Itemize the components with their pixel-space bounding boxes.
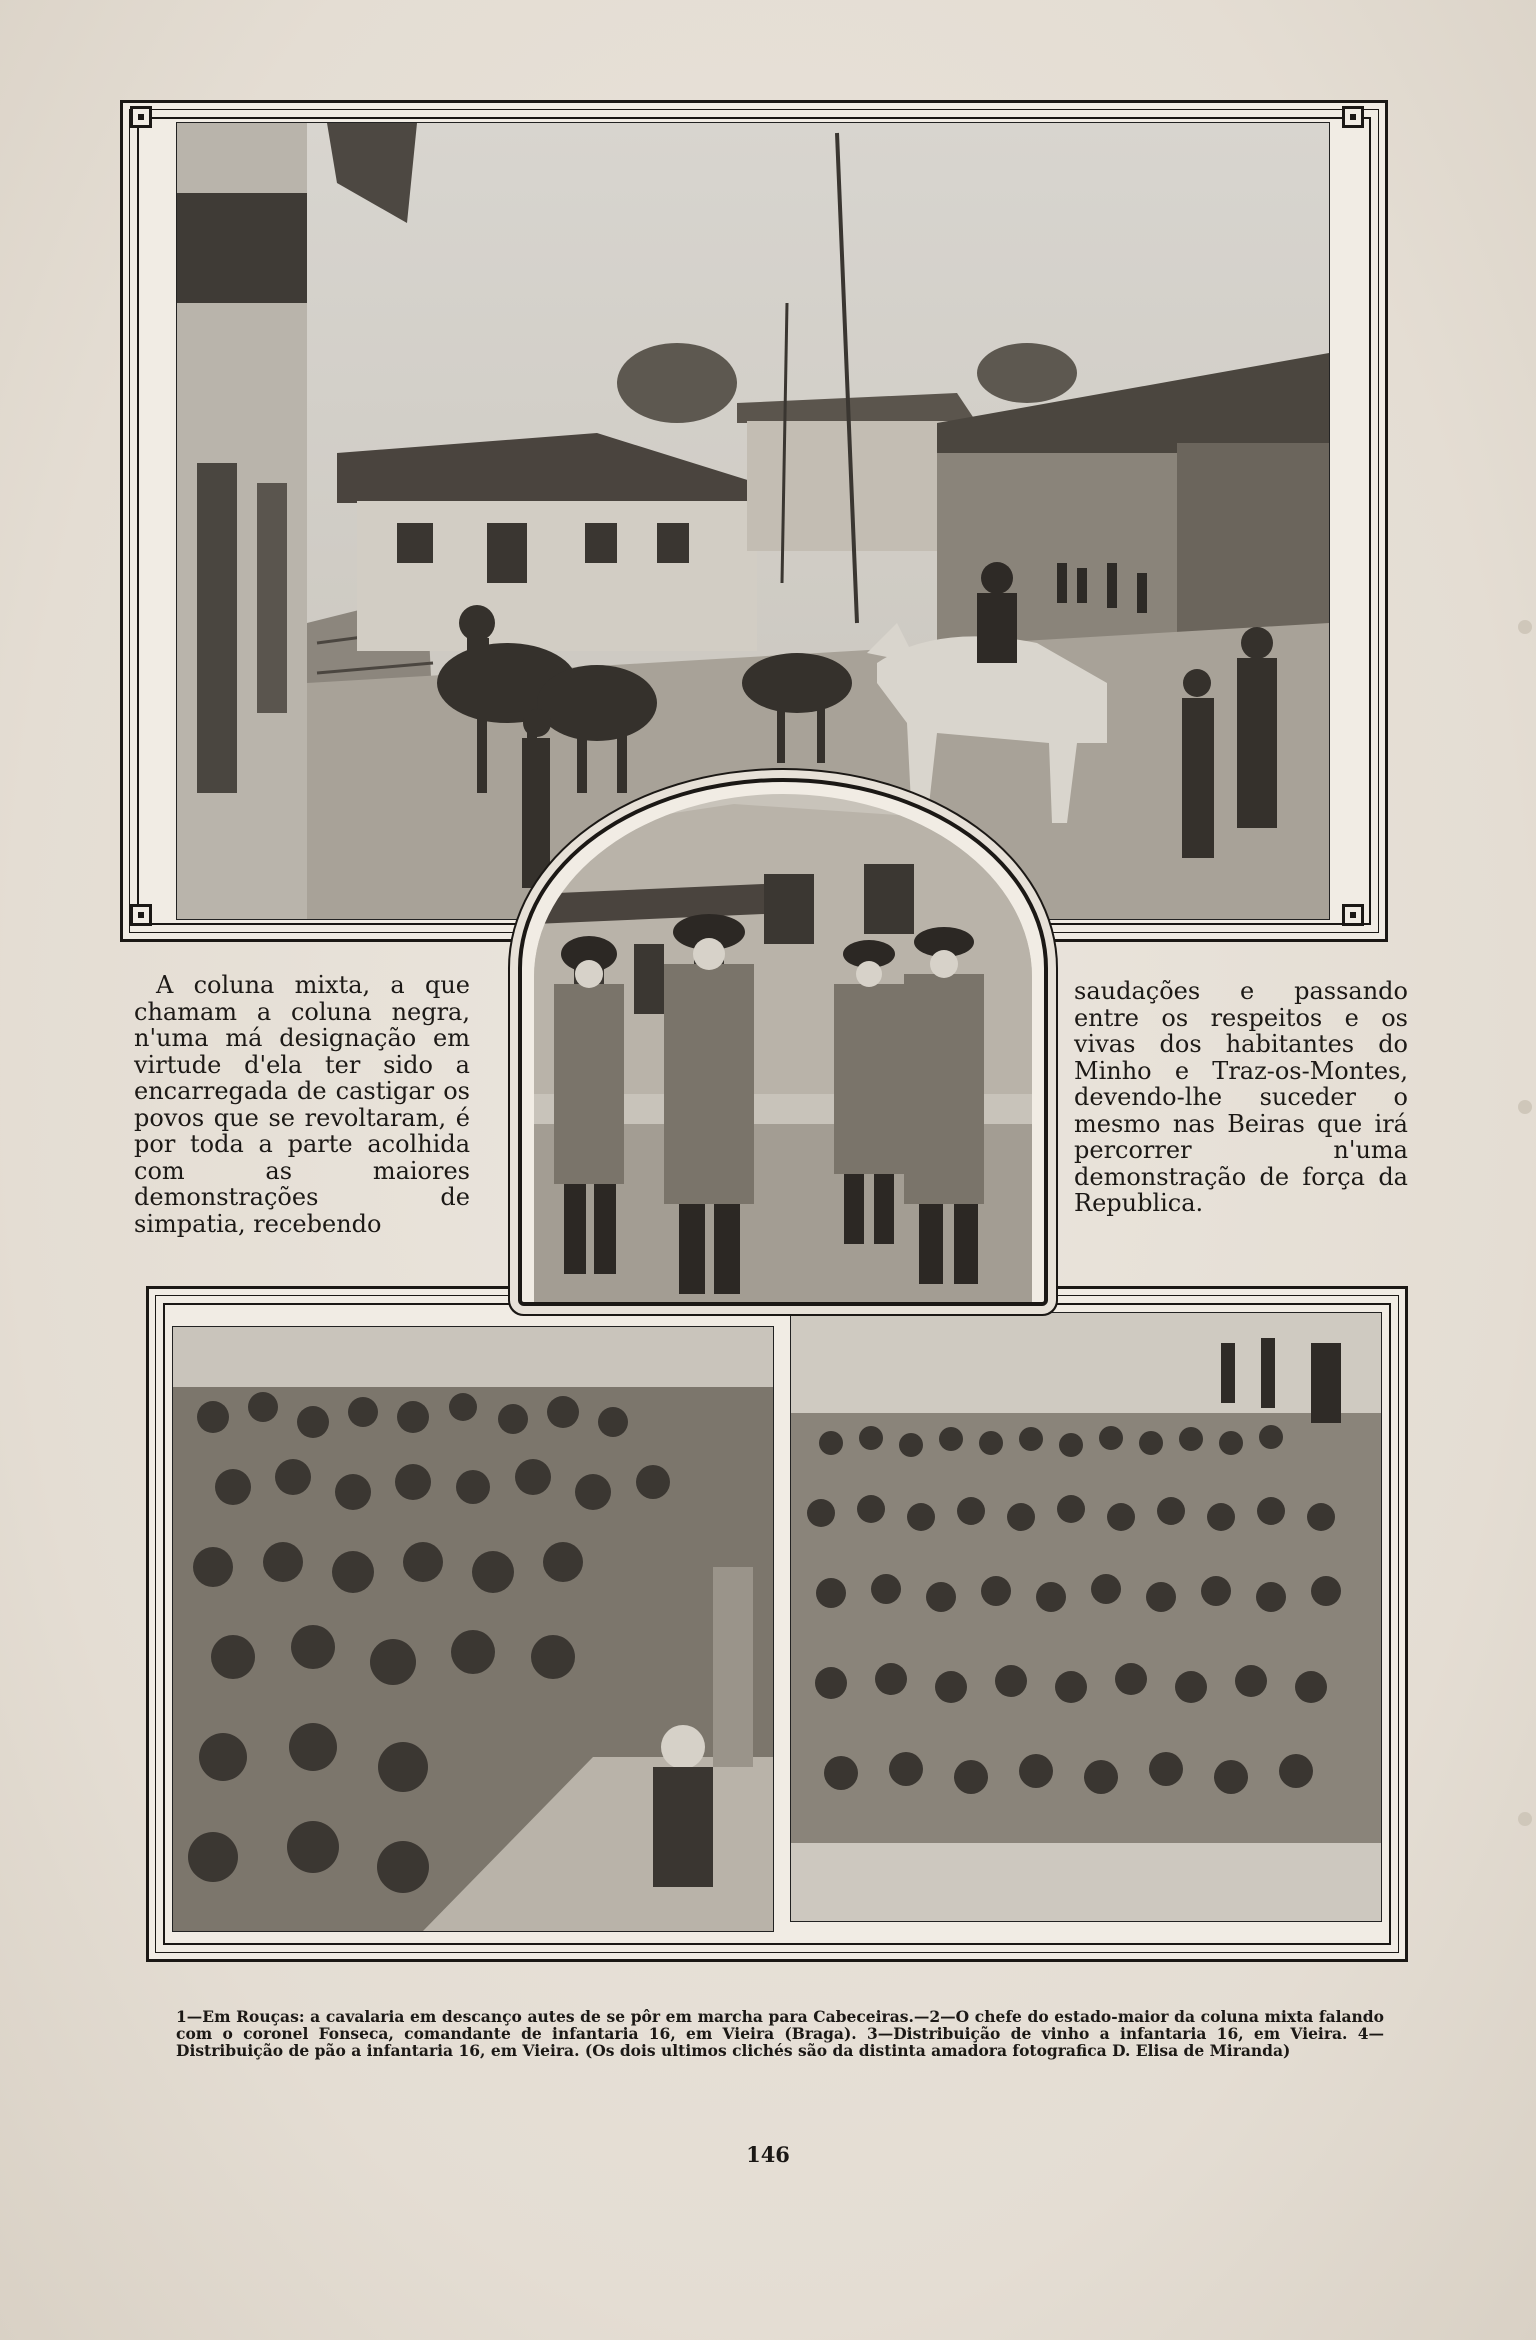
right-text-column bbox=[1074, 978, 1408, 1217]
photo-bread-distribution bbox=[790, 1312, 1382, 1922]
left-text-column bbox=[134, 972, 470, 1237]
frame-corner bbox=[1342, 106, 1364, 128]
left-paragraph: A coluna mixta, a que chamam a coluna negra, n'uma má designação em virtude d'ela ter sido a encarregada de castigar os povos que se revoltaram, é por toda a parte acolhida com as maiores demonstrações de simpatia, recebendo bbox=[134, 971, 470, 1238]
right-paragraph: saudações e passando entre os respeitos e os vivas dos habitantes do Minho e Traz-os-Montes, devendo-lhe suceder o mesmo nas Beiras que irá percorrer n'uma demonstração de força da Republica. bbox=[1074, 977, 1408, 1217]
frame-corner bbox=[130, 106, 152, 128]
binding-hole bbox=[1518, 620, 1532, 634]
frame-corner bbox=[130, 904, 152, 926]
photo-caption: 1—Em Rouças: a cavalaria em descanço autes de se pôr em marcha para Cabeceiras.—2—O chefe do estado-maior da coluna mixta falando com o coronel Fonseca, comandante de infantaria 16, em Vieira (Braga). 3—Distribuição de vinho a infantaria 16, em Vieira. 4—Distribuição de pão a infantaria 16, em Vieira. (Os dois ultimos clichés são da distinta amadora fotografica D. Elisa de Miranda) bbox=[176, 2007, 1384, 2060]
binding-hole bbox=[1518, 1100, 1532, 1114]
oval-photo-frame bbox=[518, 778, 1048, 1306]
photo-wine-distribution bbox=[172, 1326, 774, 1932]
page-number: 146 bbox=[746, 2142, 790, 2167]
binding-hole bbox=[1518, 1812, 1532, 1826]
frame-corner bbox=[1342, 904, 1364, 926]
photo-officers-conversation bbox=[534, 794, 1032, 1302]
